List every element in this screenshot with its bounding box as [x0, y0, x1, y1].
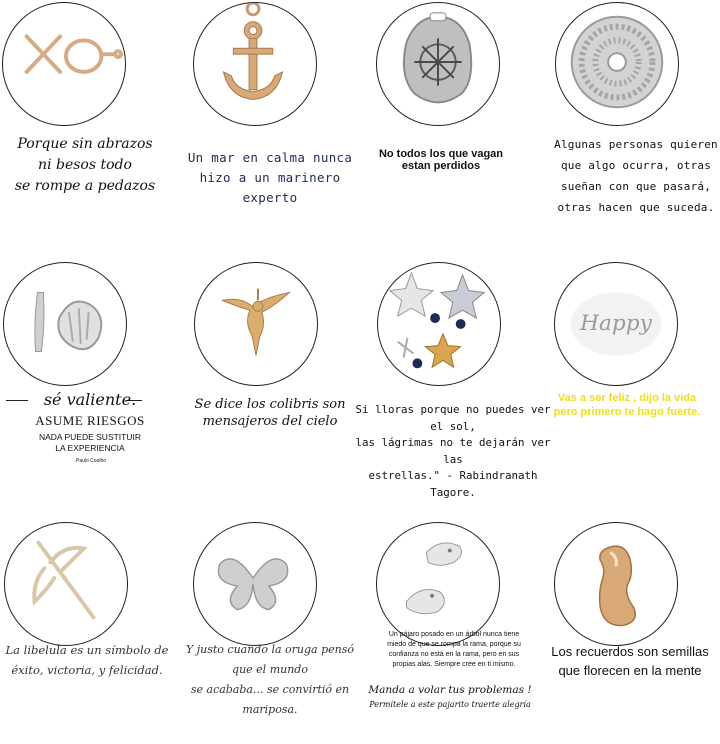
anchor-charm-icon: [194, 3, 316, 125]
product-card[interactable]: [0, 248, 180, 496]
birds-charm-icon: [377, 523, 499, 645]
quote-line: Permítele a este pajarito traerte alegría: [369, 700, 531, 709]
bean-charm-icon: [555, 523, 677, 645]
quote-line: Manda a volar tus problemas !: [368, 684, 532, 696]
quote-text: Un pájaro posado en un árbol nunca tiene miedo de que se rompa la rama, porque su confianza no está en la rama, pero en sus propias alas. Siempre cree en ti mismo.: [387, 631, 521, 668]
quote-text: Si lloras porque no puedes ver el sol, las lágrimas no te dejarán ver las estrellas." - Rabindranath Tagore.: [355, 403, 551, 499]
product-image[interactable]: [4, 522, 128, 646]
product-card[interactable]: [360, 496, 540, 744]
product-image[interactable]: [194, 262, 318, 386]
quote-title: sé valiente.: [43, 390, 137, 409]
stars-charm-icon: [378, 263, 500, 385]
quote-subtitle: ASUME RIESGOS: [35, 413, 145, 428]
product-image[interactable]: [555, 2, 679, 126]
quote-text: Vas a ser feliz , dijo la vida pero primero te hago fuerte.: [553, 392, 701, 418]
quote-text: No todos los que vagan estan perdidos: [378, 148, 504, 172]
product-image[interactable]: [3, 262, 127, 386]
quote-text: Se dice los colibris son mensajeros del cielo: [194, 397, 346, 429]
product-card[interactable]: [180, 496, 360, 744]
product-card[interactable]: [0, 496, 180, 744]
quote-text: Un mar en calma nunca hizo a un marinero experto: [187, 150, 353, 205]
shell-charm-icon: [4, 263, 126, 385]
product-card[interactable]: [540, 0, 720, 248]
product-card[interactable]: [355, 248, 551, 499]
dragonfly-charm-icon: [5, 523, 127, 645]
butterfly-charm-icon: [194, 523, 316, 645]
quote-author: Paulo Coelho: [76, 458, 107, 464]
product-image[interactable]: [554, 522, 678, 646]
product-image[interactable]: [554, 262, 678, 386]
product-card[interactable]: [180, 248, 360, 496]
product-image[interactable]: [193, 2, 317, 126]
quote-text: Porque sin abrazos ni besos todo se rompe a pedazos: [14, 136, 156, 194]
happy-word: Happy: [580, 310, 652, 336]
quote-text: La libelula es un símbolo de éxito, victoria, y felicidad.: [5, 643, 169, 677]
product-card[interactable]: [540, 248, 720, 496]
happy-charm-icon: [555, 263, 677, 385]
product-image[interactable]: [376, 522, 500, 646]
product-card[interactable]: [180, 0, 360, 248]
compass-medal-charm-icon: [377, 3, 499, 125]
product-card[interactable]: [360, 0, 540, 248]
product-card[interactable]: [540, 496, 720, 744]
quote-text: Y justo cuando la oruga pensó que el mundo se acababa... se convirtió en mariposa.: [185, 643, 355, 716]
product-image[interactable]: [376, 2, 500, 126]
hummingbird-charm-icon: [195, 263, 317, 385]
product-image[interactable]: [193, 522, 317, 646]
xo-charm-icon: [3, 3, 125, 125]
quote-text: NADA PUEDE SUSTITUIR LA EXPERIENCIA: [38, 432, 142, 453]
product-card[interactable]: [0, 0, 180, 248]
product-image[interactable]: [2, 2, 126, 126]
round-medal-charm-icon: [556, 3, 678, 125]
quote-text: Los recuerdos son semillas que florecen en la mente: [551, 644, 709, 678]
product-image[interactable]: [377, 262, 501, 386]
quote-text: Algunas personas quieren que algo ocurra, otras sueñan con que pasará, otras hacen que suceda.: [554, 138, 718, 214]
